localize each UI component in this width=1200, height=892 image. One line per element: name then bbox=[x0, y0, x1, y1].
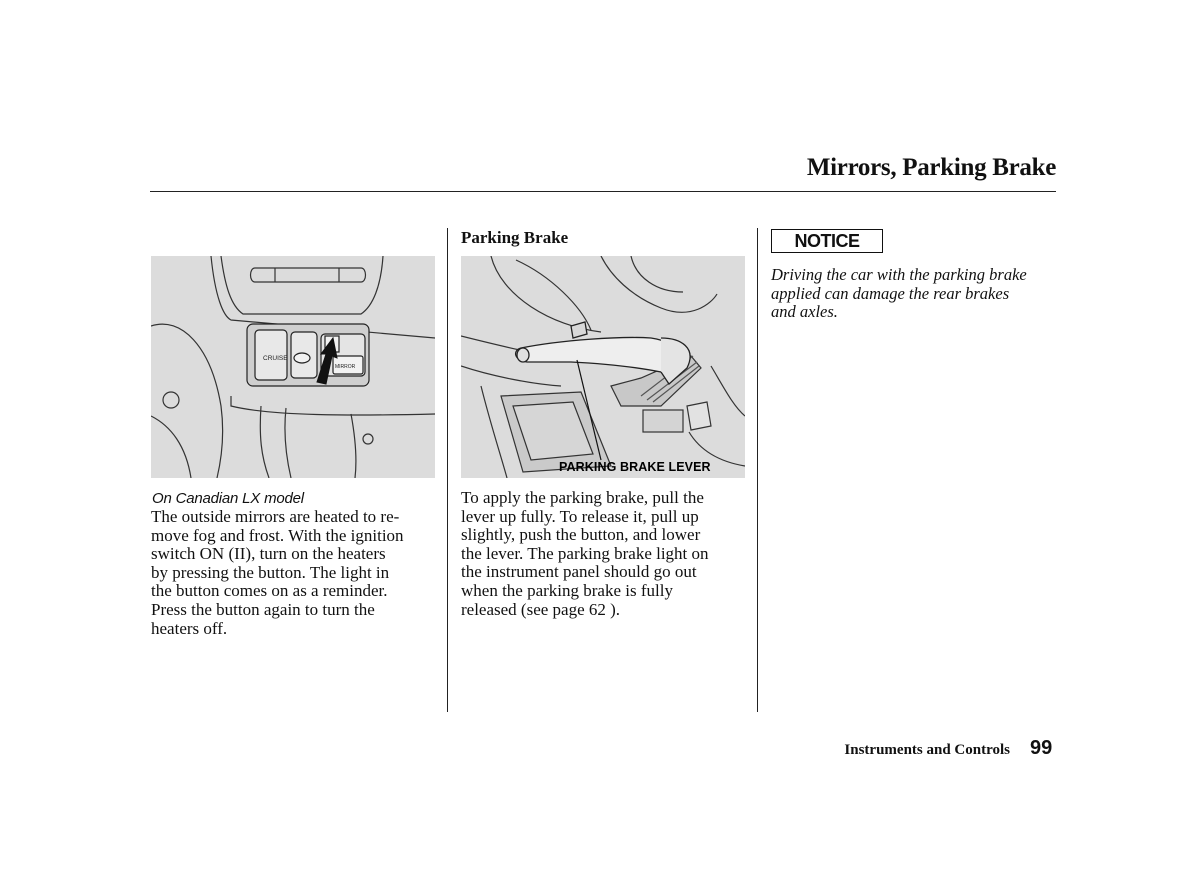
parking-brake-lever-label: PARKING BRAKE LEVER bbox=[559, 460, 711, 474]
page-title: Mirrors, Parking Brake bbox=[806, 154, 1056, 181]
text-line: The outside mirrors are heated to re- bbox=[151, 507, 400, 526]
text-line: applied can damage the rear brakes bbox=[771, 283, 1010, 303]
text-line: Driving the car with the parking brake bbox=[771, 265, 1027, 284]
notice-badge: NOTICE bbox=[771, 229, 883, 253]
text-line: Press the button again to turn the bbox=[151, 599, 375, 619]
parking-brake-drawing bbox=[461, 256, 745, 478]
mirrors-paragraph bbox=[151, 508, 404, 638]
text-line: released (see page 62 ). bbox=[461, 599, 621, 619]
text-line: switch ON (II), turn on the heaters bbox=[151, 544, 386, 564]
column-divider-left bbox=[447, 228, 448, 712]
text-line: and axles. bbox=[771, 302, 838, 322]
footer-section-name: Instruments and Controls bbox=[844, 742, 1010, 758]
notice-text bbox=[771, 266, 1061, 322]
parking-brake-paragraph bbox=[461, 489, 709, 619]
mirror-button-label: MIRROR bbox=[335, 364, 356, 370]
column-divider-right bbox=[757, 228, 758, 712]
dashboard-switch-drawing bbox=[151, 256, 435, 478]
text-line: when the parking brake is fully bbox=[461, 580, 673, 600]
text-line: the button comes on as a reminder. bbox=[151, 581, 388, 601]
text-line: the instrument panel should go out bbox=[461, 562, 697, 582]
section-heading: Parking Brake bbox=[461, 228, 569, 247]
text-line: slightly, push the button, and lower bbox=[461, 525, 701, 545]
page-number: 99 bbox=[1030, 737, 1053, 759]
text-line: move fog and frost. With the ignition bbox=[151, 525, 404, 545]
text-line: by pressing the button. The light in bbox=[151, 562, 390, 582]
title-divider bbox=[150, 191, 1056, 192]
cruise-button-label: CRUISE bbox=[263, 355, 288, 362]
figure-caption: On Canadian LX model bbox=[152, 490, 304, 507]
text-line: heaters off. bbox=[151, 618, 228, 638]
text-line: the lever. The parking brake light on bbox=[461, 543, 709, 563]
text-line: lever up fully. To release it, pull up bbox=[461, 506, 699, 526]
mirror-heater-illustration bbox=[151, 256, 435, 478]
parking-brake-illustration bbox=[461, 256, 745, 478]
text-line: To apply the parking brake, pull the bbox=[461, 488, 704, 507]
